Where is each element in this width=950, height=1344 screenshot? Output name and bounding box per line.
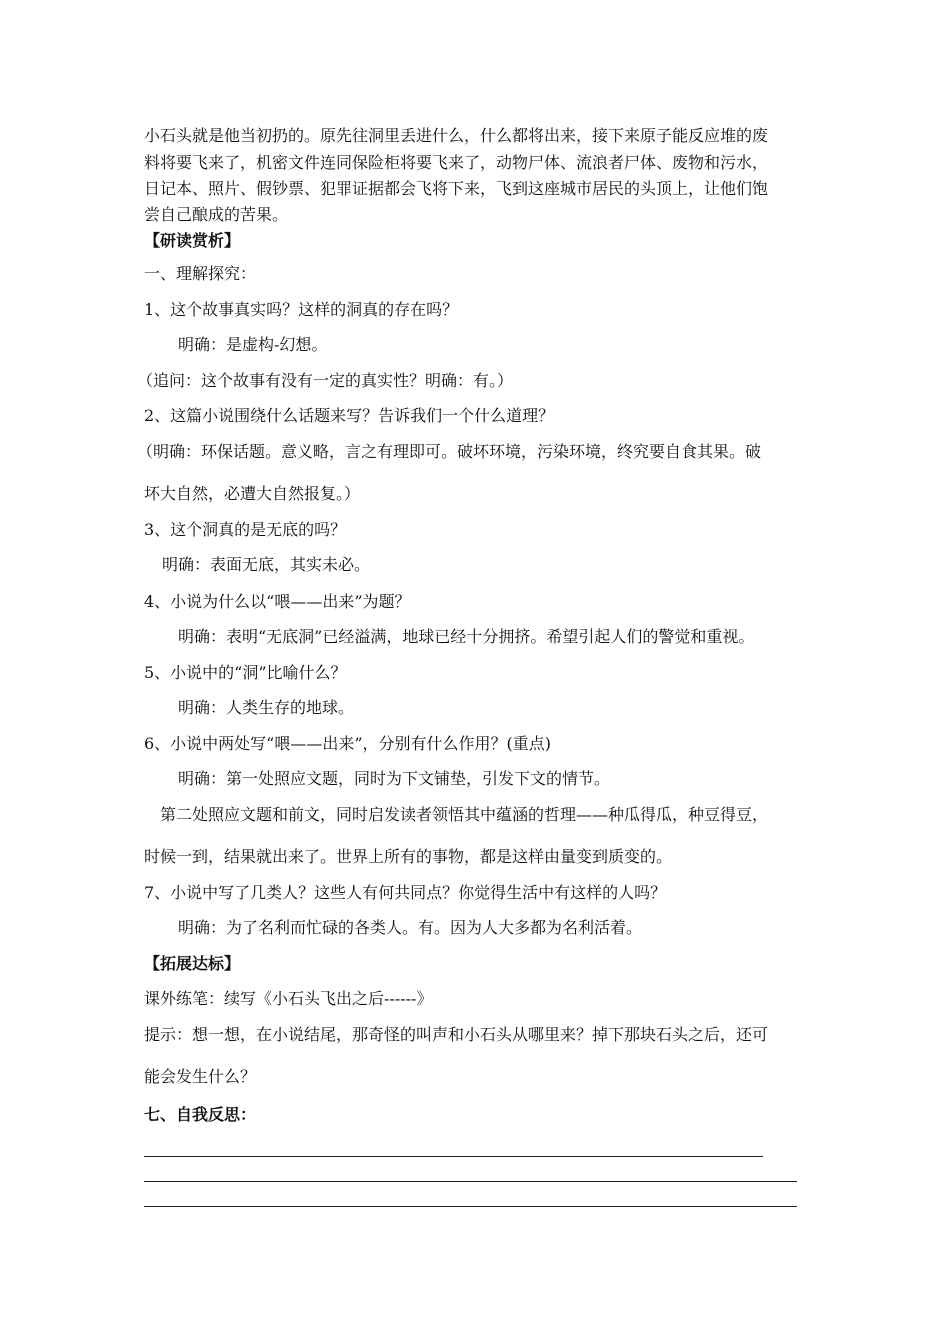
section-heading-extend: 【拓展达标】: [144, 954, 241, 973]
intro-paragraph-line: 日记本、照片、假钞票、犯罪证据都会飞将下来，飞到这座城市居民的头顶上，让他们饱: [144, 179, 769, 198]
answer-3: 明确：表面无底，其实未必。: [162, 555, 371, 574]
answer-6-line: 时候一到，结果就出来了。世界上所有的事物，都是这样由量变到质变的。: [144, 847, 673, 866]
intro-paragraph-line: 尝自己酿成的苦果。: [144, 205, 289, 224]
question-4: 4、小说为什么以“喂——出来”为题？: [144, 592, 411, 611]
answer-6-line: 第二处照应文题和前文，同时启发读者领悟其中蕴涵的哲理——种瓜得瓜，种豆得豆，: [160, 805, 769, 824]
subheading-understanding: 一、理解探究：: [144, 264, 257, 283]
hint-line: 能会发生什么？: [144, 1067, 257, 1086]
reflection-writing-line: [144, 1206, 797, 1207]
answer-6-line: 明确：第一处照应文题，同时为下文铺垫，引发下文的情节。: [178, 769, 611, 788]
question-7: 7、小说中写了几类人？这些人有何共同点？你觉得生活中有这样的人吗？: [144, 883, 667, 902]
reflection-writing-line: [144, 1181, 797, 1182]
answer-4: 明确：表明“无底洞”已经溢满，地球已经十分拥挤。希望引起人们的警觉和重视。: [178, 627, 755, 646]
question-1: 1、这个故事真实吗？这样的洞真的存在吗？: [144, 300, 459, 319]
answer-2-line: 坏大自然，必遭大自然报复。）: [144, 484, 361, 503]
writing-task: 课外练笔：续写《小石头飞出之后------》: [144, 989, 433, 1008]
answer-1-followup: （追问：这个故事有没有一定的真实性？明确：有。）: [137, 371, 514, 390]
answer-1: 明确：是虚构-幻想。: [178, 335, 328, 354]
reflection-writing-line: [144, 1156, 763, 1157]
section-heading-reflect: 七、自我反思：: [144, 1105, 257, 1124]
hint-line: 提示：想一想，在小说结尾，那奇怪的叫声和小石头从哪里来？掉下那块石头之后，还可: [144, 1025, 769, 1044]
question-6: 6、小说中两处写“喂——出来”，分别有什么作用？(重点): [144, 734, 552, 753]
intro-paragraph-line: 料将要飞来了，机密文件连同保险柜将要飞来了，动物尸体、流浪者尸体、废物和污水，: [144, 153, 769, 172]
answer-7: 明确：为了名利而忙碌的各类人。有。因为人大多都为名利活着。: [178, 918, 643, 937]
intro-paragraph-line: 小石头就是他当初扔的。原先往洞里丢进什么，什么都将出来，接下来原子能反应堆的废: [144, 126, 769, 145]
answer-2-line: （明确：环保话题。意义略，言之有理即可。破坏环境，污染环境，终究要自食其果。破: [137, 442, 762, 461]
section-heading-study: 【研读赏析】: [144, 231, 241, 250]
answer-5: 明确：人类生存的地球。: [178, 698, 355, 717]
question-5: 5、小说中的“洞”比喻什么？: [144, 663, 347, 682]
question-2: 2、这篇小说围绕什么话题来写？告诉我们一个什么道理？: [144, 406, 555, 425]
question-3: 3、这个洞真的是无底的吗？: [144, 520, 347, 539]
